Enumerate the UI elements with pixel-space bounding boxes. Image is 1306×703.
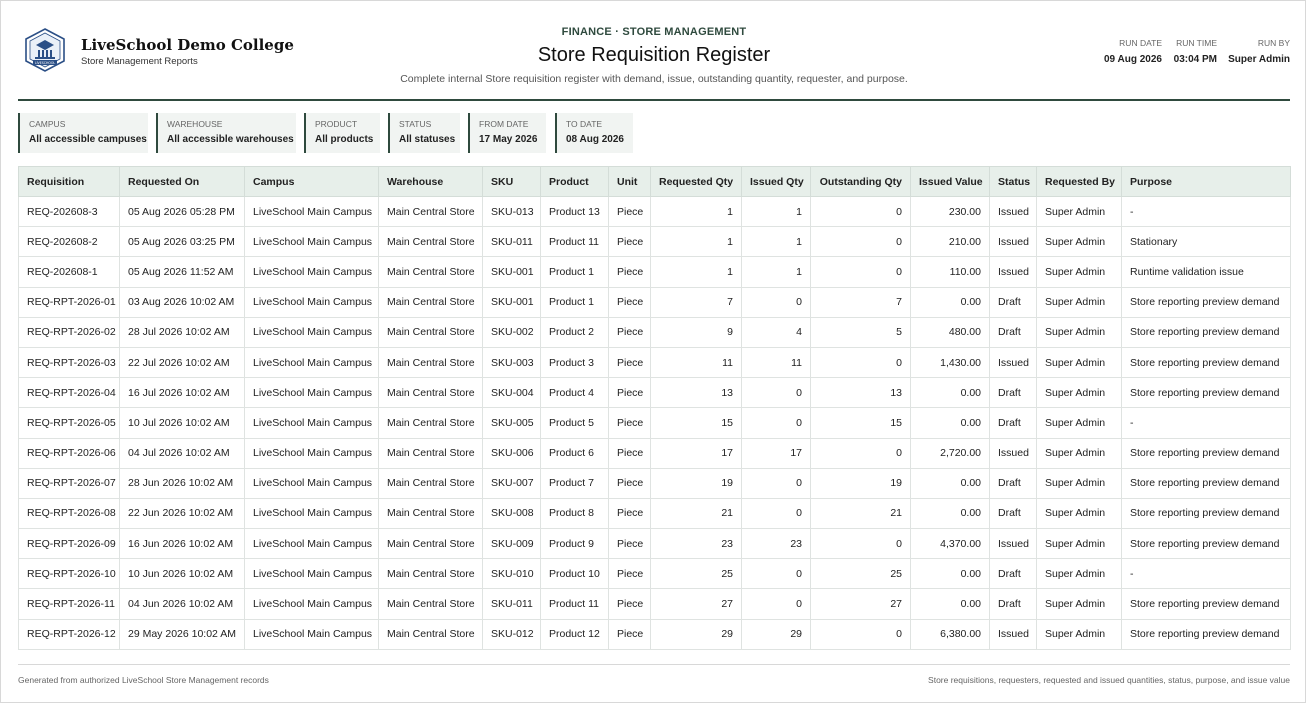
table-cell: Store reporting preview demand [1122,287,1291,317]
table-cell: Product 13 [541,197,609,227]
table-cell: SKU-012 [483,619,541,649]
table-cell: Product 12 [541,619,609,649]
table-row [19,529,1291,559]
table-cell: 0.00 [911,378,990,408]
table-cell: 0 [742,589,811,619]
table-cell: Piece [609,287,651,317]
table-cell: Piece [609,498,651,528]
report-kicker: FINANCE · STORE MANAGEMENT [561,26,747,38]
table-row [19,378,1291,408]
table-cell: REQ-202608-3 [19,197,120,227]
table-cell: 25 [811,559,911,589]
table-cell: Main Central Store [379,468,483,498]
table-cell: Product 5 [541,408,609,438]
table-cell: 1 [742,257,811,287]
table-cell: Draft [990,498,1037,528]
column-header: Requested On [120,167,245,197]
run-by-label: RUN BY [1257,38,1290,48]
table-cell: SKU-003 [483,347,541,377]
table-cell: REQ-RPT-2026-11 [19,589,120,619]
table-cell: Main Central Store [379,378,483,408]
report-subtitle: Complete internal Store requisition register with demand, issue, outstanding quantity, requester, and purpose. [400,73,908,85]
table-cell: SKU-002 [483,317,541,347]
table-cell: Draft [990,408,1037,438]
table-cell: 19 [811,468,911,498]
table-cell: REQ-RPT-2026-07 [19,468,120,498]
report-header [18,19,1290,101]
table-cell: 5 [811,317,911,347]
college-subtitle: Store Management Reports [81,56,198,67]
table-cell: Piece [609,227,651,257]
table-cell: Store reporting preview demand [1122,317,1291,347]
table-row [19,438,1291,468]
table-cell: Product 6 [541,438,609,468]
table-cell: Issued [990,619,1037,649]
table-cell: LiveSchool Main Campus [245,529,379,559]
table-cell: Super Admin [1037,529,1122,559]
table-cell: 0.00 [911,498,990,528]
table-cell: SKU-013 [483,197,541,227]
table-cell: 0 [811,227,911,257]
table-cell: Piece [609,438,651,468]
table-cell: Product 11 [541,227,609,257]
table-cell: Piece [609,468,651,498]
run-date-label: RUN DATE [1119,38,1162,48]
table-cell: Main Central Store [379,589,483,619]
table-cell: 1 [742,197,811,227]
table-header-row [19,167,1291,197]
table-cell: Piece [609,529,651,559]
table-cell: Issued [990,438,1037,468]
table-cell: 21 [651,498,742,528]
table-cell: 21 [811,498,911,528]
table-cell: 05 Aug 2026 03:25 PM [120,227,245,257]
table-cell: 0.00 [911,408,990,438]
table-cell: Super Admin [1037,408,1122,438]
table-cell: - [1122,559,1291,589]
footer-source-note: Generated from authorized LiveSchool Store Management records [18,675,269,685]
table-cell: LiveSchool Main Campus [245,498,379,528]
table-cell: LiveSchool Main Campus [245,317,379,347]
table-cell: SKU-006 [483,438,541,468]
table-cell: Product 1 [541,287,609,317]
table-cell: LiveSchool Main Campus [245,227,379,257]
table-cell: 05 Aug 2026 05:28 PM [120,197,245,227]
table-cell: LiveSchool Main Campus [245,197,379,227]
filter-value: All products [315,134,374,145]
table-cell: REQ-RPT-2026-06 [19,438,120,468]
filter-label: FROM DATE [479,119,529,129]
filter-label: CAMPUS [29,119,66,129]
column-header: Unit [609,167,651,197]
filter-to-date [555,113,633,153]
table-cell: 110.00 [911,257,990,287]
table-row [19,498,1291,528]
table-cell: REQ-RPT-2026-05 [19,408,120,438]
table-cell: REQ-RPT-2026-01 [19,287,120,317]
filter-value: All accessible warehouses [167,134,294,145]
table-cell: Draft [990,287,1037,317]
table-cell: Product 2 [541,317,609,347]
table-cell: 13 [651,378,742,408]
table-cell: Super Admin [1037,468,1122,498]
table-cell: Product 11 [541,589,609,619]
table-cell: Main Central Store [379,227,483,257]
table-cell: Product 1 [541,257,609,287]
table-cell: Store reporting preview demand [1122,589,1291,619]
table-cell: 210.00 [911,227,990,257]
table-cell: Main Central Store [379,347,483,377]
table-cell: Super Admin [1037,378,1122,408]
table-cell: LiveSchool Main Campus [245,287,379,317]
table-row [19,197,1291,227]
table-cell: 29 May 2026 10:02 AM [120,619,245,649]
table-cell: Main Central Store [379,287,483,317]
table-cell: Product 8 [541,498,609,528]
table-cell: Issued [990,529,1037,559]
table-cell: 03 Aug 2026 10:02 AM [120,287,245,317]
table-cell: 0 [742,468,811,498]
table-cell: 1 [651,197,742,227]
table-cell: Super Admin [1037,498,1122,528]
table-cell: 1 [651,227,742,257]
table-cell: Main Central Store [379,317,483,347]
table-cell: 0 [811,347,911,377]
table-cell: 11 [742,347,811,377]
column-header: Campus [245,167,379,197]
filter-value: All statuses [399,134,456,145]
table-cell: Draft [990,378,1037,408]
filter-value: 08 Aug 2026 [566,134,624,145]
table-cell: 0 [811,197,911,227]
table-cell: SKU-004 [483,378,541,408]
table-cell: 1,430.00 [911,347,990,377]
table-cell: 0 [811,529,911,559]
table-cell: LiveSchool Main Campus [245,378,379,408]
table-cell: 7 [651,287,742,317]
table-cell: 22 Jul 2026 10:02 AM [120,347,245,377]
table-cell: Super Admin [1037,197,1122,227]
table-cell: 0 [811,438,911,468]
column-header: Status [990,167,1037,197]
table-cell: Store reporting preview demand [1122,498,1291,528]
filter-label: STATUS [399,119,432,129]
table-cell: Piece [609,408,651,438]
table-cell: Super Admin [1037,438,1122,468]
requisition-table [18,166,1291,650]
filter-warehouse [156,113,296,153]
table-cell: 480.00 [911,317,990,347]
table-cell: LiveSchool Main Campus [245,468,379,498]
table-cell: 05 Aug 2026 11:52 AM [120,257,245,287]
column-header: Issued Qty [742,167,811,197]
table-cell: Main Central Store [379,619,483,649]
filter-from-date [468,113,546,153]
table-cell: Piece [609,378,651,408]
table-cell: SKU-007 [483,468,541,498]
table-cell: SKU-009 [483,529,541,559]
table-cell: 25 [651,559,742,589]
table-cell: Main Central Store [379,559,483,589]
table-cell: Piece [609,589,651,619]
table-cell: LiveSchool Main Campus [245,619,379,649]
table-cell: 04 Jul 2026 10:02 AM [120,438,245,468]
table-cell: Super Admin [1037,347,1122,377]
table-cell: 27 [651,589,742,619]
table-cell: 0 [742,408,811,438]
column-header: Requisition [19,167,120,197]
table-cell: REQ-RPT-2026-10 [19,559,120,589]
table-cell: Draft [990,589,1037,619]
page-title: Store Requisition Register [537,44,771,66]
table-cell: REQ-RPT-2026-08 [19,498,120,528]
run-by-value: Super Admin [1228,54,1290,65]
filter-product [304,113,380,153]
table-cell: SKU-001 [483,257,541,287]
table-cell: Main Central Store [379,257,483,287]
table-cell: REQ-202608-2 [19,227,120,257]
table-row [19,408,1291,438]
table-cell: 0 [742,498,811,528]
table-cell: Super Admin [1037,227,1122,257]
table-cell: Product 3 [541,347,609,377]
table-cell: Issued [990,197,1037,227]
table-cell: Main Central Store [379,438,483,468]
table-cell: Store reporting preview demand [1122,619,1291,649]
filter-value: All accessible campuses [29,134,147,145]
table-cell: 10 Jun 2026 10:02 AM [120,559,245,589]
table-cell: Main Central Store [379,498,483,528]
table-cell: 23 [742,529,811,559]
table-cell: Super Admin [1037,619,1122,649]
table-cell: LiveSchool Main Campus [245,408,379,438]
table-row [19,619,1291,649]
table-cell: SKU-008 [483,498,541,528]
table-cell: SKU-001 [483,287,541,317]
column-header: Outstanding Qty [811,167,911,197]
table-cell: REQ-202608-1 [19,257,120,287]
table-cell: REQ-RPT-2026-12 [19,619,120,649]
table-cell: Store reporting preview demand [1122,468,1291,498]
filter-value: 17 May 2026 [479,134,538,145]
table-cell: LiveSchool Main Campus [245,347,379,377]
table-cell: Store reporting preview demand [1122,438,1291,468]
table-cell: - [1122,197,1291,227]
table-cell: 7 [811,287,911,317]
college-name: LiveSchool Demo College [81,36,294,54]
table-cell: Main Central Store [379,529,483,559]
table-cell: Super Admin [1037,317,1122,347]
filter-status [388,113,460,153]
table-cell: Piece [609,559,651,589]
table-row [19,468,1291,498]
table-body [19,197,1291,650]
table-cell: Super Admin [1037,257,1122,287]
table-cell: Draft [990,468,1037,498]
filter-label: WAREHOUSE [167,119,223,129]
filter-label: PRODUCT [315,119,358,129]
table-cell: Piece [609,619,651,649]
table-cell: - [1122,408,1291,438]
table-cell: 230.00 [911,197,990,227]
table-cell: LiveSchool Main Campus [245,438,379,468]
table-cell: 1 [742,227,811,257]
table-row [19,257,1291,287]
table-row [19,347,1291,377]
table-cell: 13 [811,378,911,408]
table-cell: SKU-010 [483,559,541,589]
table-cell: 1 [651,257,742,287]
run-time-value: 03:04 PM [1173,54,1217,65]
table-row [19,317,1291,347]
table-cell: SKU-011 [483,589,541,619]
table-cell: Draft [990,317,1037,347]
svg-text:LIVESCHOOL: LIVESCHOOL [34,61,56,65]
table-cell: LiveSchool Main Campus [245,559,379,589]
run-date [1104,38,1162,65]
table-cell: REQ-RPT-2026-02 [19,317,120,347]
table-cell: 10 Jul 2026 10:02 AM [120,408,245,438]
report-footer [18,664,1290,685]
table-cell: 4 [742,317,811,347]
run-by [1228,38,1290,65]
table-cell: Main Central Store [379,197,483,227]
table-cell: 29 [742,619,811,649]
table-cell: 23 [651,529,742,559]
table-cell: 0.00 [911,589,990,619]
table-row [19,589,1291,619]
table-row [19,287,1291,317]
table-cell: Draft [990,559,1037,589]
table-cell: LiveSchool Main Campus [245,257,379,287]
table-cell: 15 [651,408,742,438]
table-cell: 17 [742,438,811,468]
table-cell: Super Admin [1037,287,1122,317]
table-cell: 19 [651,468,742,498]
run-time-label: RUN TIME [1176,38,1217,48]
table-cell: Product 10 [541,559,609,589]
table-cell: 11 [651,347,742,377]
column-header: Warehouse [379,167,483,197]
table-cell: 0 [742,559,811,589]
table-cell: Issued [990,227,1037,257]
table-cell: Piece [609,347,651,377]
table-cell: Runtime validation issue [1122,257,1291,287]
table-cell: Issued [990,347,1037,377]
filter-label: TO DATE [566,119,603,129]
run-time [1174,38,1217,65]
table-cell: Super Admin [1037,589,1122,619]
filter-campus [18,113,148,153]
table-cell: 15 [811,408,911,438]
column-header: Issued Value [911,167,990,197]
report-title-block [318,26,990,85]
table-cell: 28 Jun 2026 10:02 AM [120,468,245,498]
table-cell: Product 9 [541,529,609,559]
college-crest-icon [24,28,66,72]
table-cell: Store reporting preview demand [1122,378,1291,408]
table-cell: 17 [651,438,742,468]
table-cell: SKU-011 [483,227,541,257]
table-cell: 2,720.00 [911,438,990,468]
table-cell: Stationary [1122,227,1291,257]
table-cell: Issued [990,257,1037,287]
run-date-value: 09 Aug 2026 [1104,54,1162,65]
table-cell: Super Admin [1037,559,1122,589]
table-cell: Product 7 [541,468,609,498]
table-cell: 0.00 [911,559,990,589]
column-header: Requested Qty [651,167,742,197]
table-cell: 27 [811,589,911,619]
table-cell: 22 Jun 2026 10:02 AM [120,498,245,528]
column-header: Requested By [1037,167,1122,197]
table-cell: REQ-RPT-2026-03 [19,347,120,377]
table-cell: Product 4 [541,378,609,408]
table-cell: REQ-RPT-2026-04 [19,378,120,408]
table-cell: SKU-005 [483,408,541,438]
table-cell: 4,370.00 [911,529,990,559]
table-cell: Piece [609,317,651,347]
table-cell: 9 [651,317,742,347]
table-cell: Store reporting preview demand [1122,347,1291,377]
table-cell: 04 Jun 2026 10:02 AM [120,589,245,619]
table-cell: Main Central Store [379,408,483,438]
table-cell: 28 Jul 2026 10:02 AM [120,317,245,347]
table-cell: REQ-RPT-2026-09 [19,529,120,559]
table-cell: 0.00 [911,287,990,317]
table-cell: 0 [811,619,911,649]
table-cell: 0 [742,378,811,408]
table-cell: LiveSchool Main Campus [245,589,379,619]
table-row [19,227,1291,257]
table-cell: Store reporting preview demand [1122,529,1291,559]
table-cell: 16 Jul 2026 10:02 AM [120,378,245,408]
table-cell: 6,380.00 [911,619,990,649]
column-header: SKU [483,167,541,197]
table-cell: Piece [609,197,651,227]
table-cell: 16 Jun 2026 10:02 AM [120,529,245,559]
footer-scope-note: Store requisitions, requesters, requested and issued quantities, status, purpose, and issue value [928,675,1290,685]
table-cell: 0 [742,287,811,317]
table-cell: 0.00 [911,468,990,498]
table-cell: Piece [609,257,651,287]
column-header: Purpose [1122,167,1291,197]
table-cell: 0 [811,257,911,287]
table-cell: 29 [651,619,742,649]
column-header: Product [541,167,609,197]
table-row [19,559,1291,589]
